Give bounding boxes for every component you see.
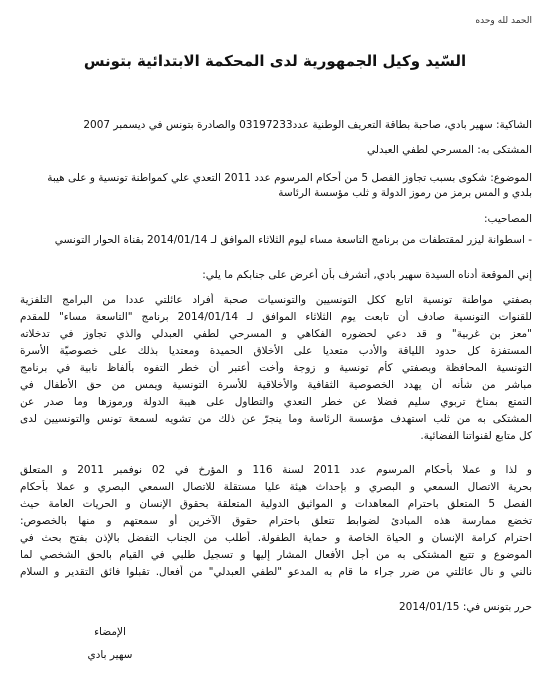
letter-title: السّيد وكيل الجمهورية لدى المحكمة الابتدائية بتونس: [83, 52, 467, 70]
paragraph1-line-9: كل متابع لقنواتنا الفضائية.: [420, 430, 532, 442]
paragraph1-line-2: للقنوات التونسية صادف أن تابعت يوم الثلاثاء الموافق لـ 2014/01/14 برنامج "التاسعة مساء" للمقدم: [20, 311, 532, 323]
complainant-line: الشاكية: سهير بادي، صاحبة بطاقة التعريف الوطنية عدد03197233 والصادرة بتونس في ديسمبر 2007: [83, 119, 532, 131]
paragraph1-line-6: مباشر من شأنه أن يهدد الخصوصية الثقافية والأخلاقية للأسرة التونسية ويمس من حق الأطفال في: [20, 379, 532, 391]
attachment-item: - اسطوانة ليزر لمقتطفات من برنامج التاسعة مساء ليوم الثلاثاء الموافق لـ 2014/01/14 بقناة الحوار التونسي: [54, 234, 532, 246]
paragraph2-line-4: تخضع ممارسة هذه المبادئ لضوابط تتعلق باحترام حقوق الآخرين أو سمعتهم و منها بالخصوص:: [20, 515, 532, 527]
attachments-label: المصاحيب:: [484, 213, 532, 225]
signature-name: سهير بادي: [87, 649, 133, 661]
paragraph2-line-6: الموضوع و تتبع المشتكى به من أجل الأفعال المشار إليها و تسجيل طلبي في القيام بالحق الشخصي لما: [20, 549, 532, 561]
signature-label: الإمضاء: [94, 626, 126, 638]
paragraph2-line-7: نالني و نال عائلتي من ضرر جراء ما قام به المدعو "لطفي العبدلي" من أفعال. تقبلوا فائق التقدير و السلام: [20, 566, 532, 578]
subject-line-2: بلدي و المس برمز من رموز الدولة و ثلب مؤسسة الرئاسة: [278, 187, 532, 199]
paragraph1-line-7: التمتع بمناخ تربوي سليم فضلا عن خطر التعدي والتطاول على هيبة الدولة ورموزها وما صدر عن: [20, 396, 532, 408]
paragraph2-line-1: و لذا و عملا بأحكام المرسوم عدد 2011 لسنة 116 و المؤرخ في 02 نوفمبر 2011 و المتعلق: [20, 464, 532, 476]
paragraph1-line-8: المشتكى به من ثلب استهدف مؤسسة الرئاسة وما ينجرّ عن ذلك من تشويه لسمعة تونس والتونسيين لدى: [20, 413, 532, 425]
intro-line: إني الموقعة أدناه السيدة سهير بادي, أتشرف بأن أعرض على جنابكم ما يلي:: [202, 269, 532, 281]
basmala: الحمد لله وحده: [475, 16, 532, 26]
paragraph1-line-5: التونسية المحافظة وبصفتي كأم تونسية و زوجة وأخت أعتبر أن خطر التفوه بألفاظ نابية في برنامج: [20, 362, 532, 374]
paragraph1-line-3: "معز بن غربية" و قد دعي لحضوره الفكاهي و المسرحي لطفي العبدلي والذي تجاوز في تدخلاته: [20, 328, 532, 340]
date-line: حرر بتونس في: 2014/01/15: [398, 601, 532, 613]
paragraph1-line-4: المستفزة كل حدود اللياقة والأدب متعديا على الأخلاق الحميدة ومعتديا بذلك على خصوصيّة الأسرة: [20, 345, 532, 357]
paragraph2-line-3: الفصل 5 المتعلق باحترام المعاهدات و المواثيق الدولية المتعلقة بحقوق الإنسان و الحريات العامة حيث: [20, 498, 532, 510]
paragraph1-line-1: بصفتي مواطنة تونسية اتابع ككل التونسيين والتونسيات صحبة أفراد عائلتي عددا من البرامج التلفزية: [20, 294, 532, 306]
paragraph2-line-2: بحرية الاتصال السمعي و البصري و بإحداث هيئة عليا مستقلة للاتصال السمعي البصري و عملا بأحكام: [20, 481, 532, 493]
defendant-line: المشتكى به: المسرحي لطفي العبدلي: [367, 144, 532, 156]
subject-line-1: الموضوع: شكوى بسبب تجاوز الفصل 5 من أحكام المرسوم عدد 2011 التعدي علي كمواطنة تونسية و على هيبة: [47, 172, 532, 184]
paragraph2-line-5: احترام كرامة الإنسان و الحياة الخاصة و حماية الطفولة. أطلب من الجناب التفضل بالإذن بفتح بحث في: [20, 532, 532, 544]
